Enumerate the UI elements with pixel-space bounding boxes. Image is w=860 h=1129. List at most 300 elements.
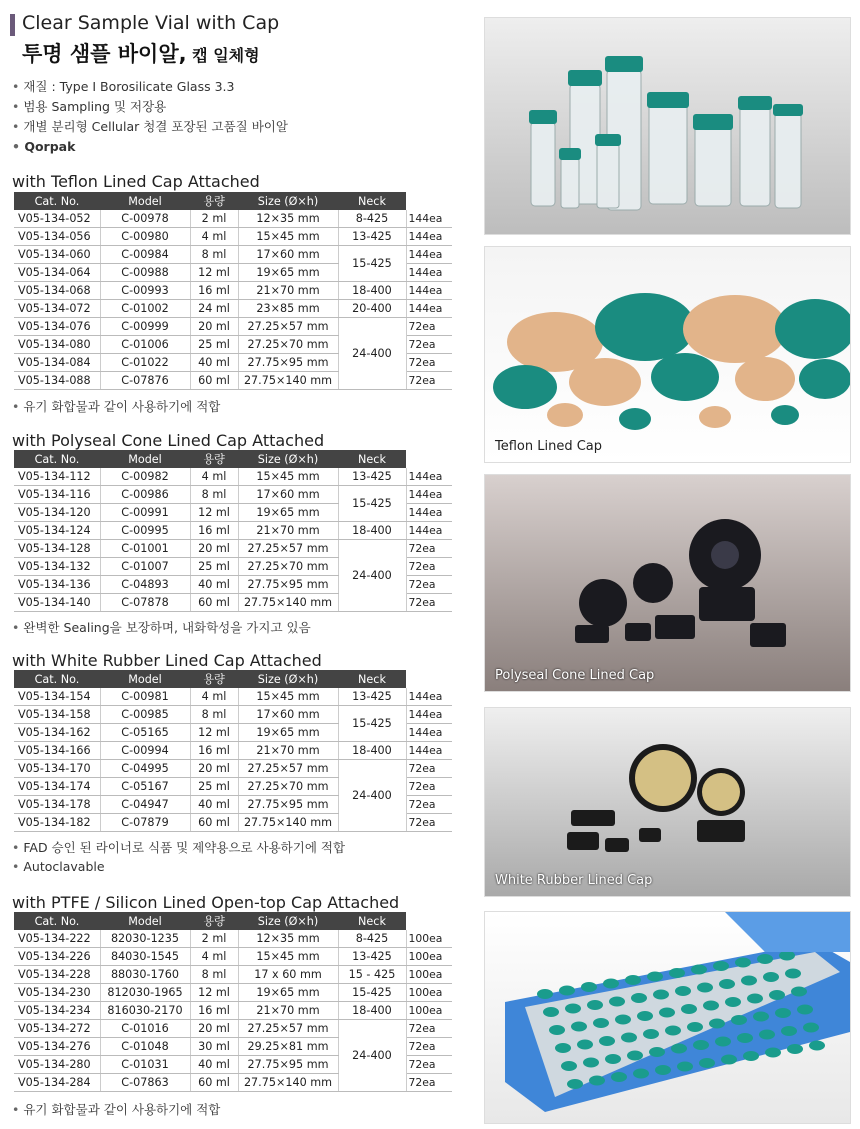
cap-mark [581, 982, 597, 992]
cell-model: 88030-1760 [100, 966, 190, 984]
cap-mark [671, 1044, 687, 1054]
column-header: Neck [338, 670, 406, 688]
cell-neck: 15-425 [338, 984, 406, 1002]
column-header: Size (Ø×h) [238, 450, 338, 468]
cell-neck: 24-400 [338, 318, 406, 390]
cell-cap: 8 ml [190, 486, 238, 504]
cap-mark [537, 989, 553, 999]
cell-cap: 25 ml [190, 336, 238, 354]
cell-cat: V05-134-154 [14, 688, 100, 706]
cap-mark [653, 990, 669, 1000]
cap-mark [603, 979, 619, 989]
cell-cat: V05-134-052 [14, 210, 100, 228]
cell-size: 27.25×70 mm [238, 558, 338, 576]
cap-mark [589, 1076, 605, 1086]
cell-size: 21×70 mm [238, 1002, 338, 1020]
cell-cat: V05-134-158 [14, 706, 100, 724]
spec-table [14, 192, 452, 390]
cell-size: 27.25×70 mm [238, 778, 338, 796]
cell-cat: V05-134-272 [14, 1020, 100, 1038]
cap-mark [631, 993, 647, 1003]
cell-size: 12×35 mm [238, 930, 338, 948]
column-header: Cat. No. [14, 912, 100, 930]
cap-mark [559, 986, 575, 996]
table-row [14, 468, 452, 486]
cell-pack: 72ea [406, 1056, 452, 1074]
cell-pack: 72ea [406, 558, 452, 576]
photo-caption: White Rubber Lined Cap [495, 873, 653, 888]
teflon-cap-photo [484, 246, 851, 463]
cell-neck: 18-400 [338, 1002, 406, 1020]
cell-cat: V05-134-064 [14, 264, 100, 282]
photo-caption: Polyseal Cone Lined Cap [495, 668, 655, 683]
cap-mark [775, 1008, 791, 1018]
cell-size: 27.75×95 mm [238, 796, 338, 814]
cap-mark [567, 1079, 583, 1089]
section-title: with Teflon Lined Cap Attached [12, 172, 260, 191]
cap-mark [637, 1011, 653, 1021]
cell-pack: 100ea [406, 984, 452, 1002]
cell-size: 27.75×95 mm [238, 354, 338, 372]
cell-model: C-00984 [100, 246, 190, 264]
table-row [14, 742, 452, 760]
column-header: Model [100, 670, 190, 688]
cap-mark [715, 1037, 731, 1047]
column-header: Cat. No. [14, 192, 100, 210]
page-title: Clear Sample Vial with Cap [22, 12, 280, 34]
cell-pack: 144ea [406, 246, 452, 264]
cell-cat: V05-134-124 [14, 522, 100, 540]
cell-model: C-05165 [100, 724, 190, 742]
cell-cat: V05-134-178 [14, 796, 100, 814]
cell-cat: V05-134-084 [14, 354, 100, 372]
table-row [14, 522, 452, 540]
cell-size: 27.75×140 mm [238, 814, 338, 832]
cell-model: C-00985 [100, 706, 190, 724]
cell-pack: 72ea [406, 576, 452, 594]
cap-mark [759, 1030, 775, 1040]
cell-pack: 72ea [406, 814, 452, 832]
cap-mark [785, 969, 801, 979]
cell-cat: V05-134-116 [14, 486, 100, 504]
cap-mark [781, 1026, 797, 1036]
table-row [14, 966, 452, 984]
cell-model: C-01002 [100, 300, 190, 318]
cell-cap: 12 ml [190, 724, 238, 742]
cell-cat: V05-134-088 [14, 372, 100, 390]
cell-model: C-01031 [100, 1056, 190, 1074]
cell-model: C-00978 [100, 210, 190, 228]
cell-cap: 20 ml [190, 540, 238, 558]
cell-cap: 4 ml [190, 228, 238, 246]
cell-size: 21×70 mm [238, 522, 338, 540]
cell-cat: V05-134-228 [14, 966, 100, 984]
cell-model: C-00988 [100, 264, 190, 282]
cell-pack: 72ea [406, 372, 452, 390]
cell-cap: 60 ml [190, 372, 238, 390]
cell-size: 17×60 mm [238, 706, 338, 724]
cell-neck: 18-400 [338, 282, 406, 300]
cell-size: 15×45 mm [238, 948, 338, 966]
table-row [14, 1002, 452, 1020]
cap-mark [665, 1026, 681, 1036]
cell-cat: V05-134-112 [14, 468, 100, 486]
cell-pack: 72ea [406, 336, 452, 354]
cell-model: C-07878 [100, 594, 190, 612]
cell-cat: V05-134-132 [14, 558, 100, 576]
cell-pack: 100ea [406, 930, 452, 948]
section-notes [12, 397, 220, 416]
cap-mark [791, 987, 807, 997]
cell-pack: 100ea [406, 948, 452, 966]
cell-cat: V05-134-222 [14, 930, 100, 948]
cap-mark [615, 1015, 631, 1025]
section-title: with White Rubber Lined Cap Attached [12, 651, 322, 670]
note-item: • 완벽한 Sealing을 보장하며, 내화학성을 가지고 있음 [12, 618, 311, 637]
table-row [14, 760, 452, 778]
cap-mark [675, 986, 691, 996]
cell-cat: V05-134-140 [14, 594, 100, 612]
cell-cat: V05-134-170 [14, 760, 100, 778]
cell-cat: V05-134-234 [14, 1002, 100, 1020]
cap-mark [787, 1044, 803, 1054]
cell-model: C-01006 [100, 336, 190, 354]
teflon-caps-illustration [485, 247, 850, 462]
cell-neck: 15-425 [338, 706, 406, 742]
feature-list [12, 77, 288, 157]
photo-caption: Teflon Lined Cap [495, 439, 603, 454]
cell-pack: 72ea [406, 796, 452, 814]
cap-mark [713, 961, 729, 971]
spec-table [14, 670, 452, 832]
cell-model: C-01001 [100, 540, 190, 558]
cell-size: 21×70 mm [238, 742, 338, 760]
cell-size: 15×45 mm [238, 228, 338, 246]
cap-mark [797, 1005, 813, 1015]
cap-mark [621, 1033, 637, 1043]
cap-box-illustration [485, 912, 850, 1123]
cell-model: C-00993 [100, 282, 190, 300]
cell-neck: 8-425 [338, 210, 406, 228]
cell-cap: 60 ml [190, 1074, 238, 1092]
cell-cap: 60 ml [190, 814, 238, 832]
cell-size: 19×65 mm [238, 984, 338, 1002]
cell-cap: 20 ml [190, 318, 238, 336]
cell-size: 27.25×57 mm [238, 760, 338, 778]
cell-neck: 8-425 [338, 930, 406, 948]
cell-model: C-00986 [100, 486, 190, 504]
cell-neck: 13-425 [338, 228, 406, 246]
pack-header-spacer [406, 192, 452, 210]
cell-pack: 72ea [406, 1074, 452, 1092]
cell-cat: V05-134-060 [14, 246, 100, 264]
cell-model: C-07876 [100, 372, 190, 390]
cell-neck: 13-425 [338, 468, 406, 486]
cell-pack: 144ea [406, 724, 452, 742]
column-header: Neck [338, 192, 406, 210]
cell-cap: 2 ml [190, 930, 238, 948]
column-header: Size (Ø×h) [238, 912, 338, 930]
cap-mark [605, 1054, 621, 1064]
note-item: • FAD 승인 된 라이너로 식품 및 제약용으로 사용하기에 적합 [12, 838, 345, 857]
cell-cat: V05-134-136 [14, 576, 100, 594]
cell-size: 17 x 60 mm [238, 966, 338, 984]
cell-model: C-01007 [100, 558, 190, 576]
cell-size: 15×45 mm [238, 688, 338, 706]
cap-mark [697, 983, 713, 993]
cap-mark [763, 972, 779, 982]
table-row [14, 486, 452, 504]
cell-size: 27.75×95 mm [238, 576, 338, 594]
title-accent-bar [10, 14, 15, 36]
cell-size: 27.25×57 mm [238, 1020, 338, 1038]
cap-mark [549, 1025, 565, 1035]
column-header: Model [100, 450, 190, 468]
table-row [14, 948, 452, 966]
cell-model: C-05167 [100, 778, 190, 796]
cell-cat: V05-134-076 [14, 318, 100, 336]
table-row [14, 930, 452, 948]
cell-cat: V05-134-166 [14, 742, 100, 760]
cell-pack: 72ea [406, 540, 452, 558]
cell-cap: 4 ml [190, 468, 238, 486]
cell-model: C-00980 [100, 228, 190, 246]
cap-mark [731, 1015, 747, 1025]
cell-model: C-00995 [100, 522, 190, 540]
feature-item: • 재질 : Type I Borosilicate Glass 3.3 [12, 77, 288, 97]
cell-cat: V05-134-056 [14, 228, 100, 246]
cell-model: C-00999 [100, 318, 190, 336]
cell-cap: 16 ml [190, 742, 238, 760]
cap-mark [659, 1008, 675, 1018]
cap-mark [809, 1041, 825, 1051]
cell-model: C-07863 [100, 1074, 190, 1092]
column-header: 용량 [190, 450, 238, 468]
cap-mark [753, 1012, 769, 1022]
note-item: • Autoclavable [12, 857, 345, 876]
cell-cap: 60 ml [190, 594, 238, 612]
cell-size: 27.75×140 mm [238, 594, 338, 612]
polyseal-caps-illustration [485, 475, 850, 691]
cell-cap: 40 ml [190, 1056, 238, 1074]
cell-cap: 12 ml [190, 984, 238, 1002]
cell-size: 15×45 mm [238, 468, 338, 486]
section-notes [12, 618, 311, 637]
column-header: Size (Ø×h) [238, 670, 338, 688]
cell-model: 84030-1545 [100, 948, 190, 966]
cap-mark [593, 1018, 609, 1028]
feature-item: • 범용 Sampling 및 저장용 [12, 97, 288, 117]
table-row [14, 540, 452, 558]
cell-pack: 144ea [406, 210, 452, 228]
cell-cap: 8 ml [190, 706, 238, 724]
cell-model: C-01016 [100, 1020, 190, 1038]
cell-neck: 15-425 [338, 486, 406, 522]
ptfe-cap-box-photo [484, 911, 851, 1124]
cap-mark [693, 1040, 709, 1050]
white-rubber-cap-photo [484, 707, 851, 897]
cell-size: 23×85 mm [238, 300, 338, 318]
cell-size: 27.75×95 mm [238, 1056, 338, 1074]
cell-size: 27.75×140 mm [238, 372, 338, 390]
cell-pack: 72ea [406, 1038, 452, 1056]
cell-size: 12×35 mm [238, 210, 338, 228]
cell-cat: V05-134-276 [14, 1038, 100, 1056]
cell-cap: 20 ml [190, 1020, 238, 1038]
cap-mark [757, 954, 773, 964]
cell-pack: 144ea [406, 300, 452, 318]
table-row [14, 318, 452, 336]
cap-mark [719, 979, 735, 989]
cell-model: C-00994 [100, 742, 190, 760]
cell-neck: 15-425 [338, 246, 406, 282]
cell-cat: V05-134-226 [14, 948, 100, 966]
table-row [14, 210, 452, 228]
cap-mark [655, 1065, 671, 1075]
cell-cap: 30 ml [190, 1038, 238, 1056]
section-title: with Polyseal Cone Lined Cap Attached [12, 431, 325, 450]
cap-mark [677, 1062, 693, 1072]
cap-mark [735, 958, 751, 968]
brand-item: • Qorpak [12, 137, 288, 157]
note-item: • 유기 화합물과 같이 사용하기에 적합 [12, 397, 220, 416]
cell-cat: V05-134-230 [14, 984, 100, 1002]
table-row [14, 1020, 452, 1038]
spec-table [14, 450, 452, 612]
cap-mark [687, 1022, 703, 1032]
column-header: 용량 [190, 670, 238, 688]
cell-cat: V05-134-284 [14, 1074, 100, 1092]
table-row [14, 228, 452, 246]
vials-photo [484, 17, 851, 235]
cap-mark [609, 997, 625, 1007]
cell-neck: 20-400 [338, 300, 406, 318]
cell-model: C-07879 [100, 814, 190, 832]
cell-cap: 40 ml [190, 354, 238, 372]
spec-table [14, 912, 452, 1092]
cell-cat: V05-134-080 [14, 336, 100, 354]
table-row [14, 300, 452, 318]
cap-mark [765, 1048, 781, 1058]
cell-pack: 100ea [406, 1002, 452, 1020]
cell-neck: 24-400 [338, 1020, 406, 1092]
table-header-row [14, 450, 452, 468]
column-header: Model [100, 912, 190, 930]
cap-mark [543, 1007, 559, 1017]
cell-model: C-04893 [100, 576, 190, 594]
cell-cat: V05-134-162 [14, 724, 100, 742]
cap-mark [647, 972, 663, 982]
cell-model: 812030-1965 [100, 984, 190, 1002]
column-header: Size (Ø×h) [238, 192, 338, 210]
cell-model: 816030-2170 [100, 1002, 190, 1020]
column-header: Cat. No. [14, 670, 100, 688]
cell-pack: 144ea [406, 282, 452, 300]
cap-mark [721, 1055, 737, 1065]
column-header: Neck [338, 450, 406, 468]
cell-cat: V05-134-182 [14, 814, 100, 832]
cell-cat: V05-134-072 [14, 300, 100, 318]
cell-size: 19×65 mm [238, 724, 338, 742]
cell-cat: V05-134-174 [14, 778, 100, 796]
cell-cap: 40 ml [190, 576, 238, 594]
polyseal-cap-photo [484, 474, 851, 692]
cell-cap: 24 ml [190, 300, 238, 318]
cap-mark [633, 1069, 649, 1079]
cell-neck: 18-400 [338, 742, 406, 760]
cell-neck: 15 - 425 [338, 966, 406, 984]
column-header: 용량 [190, 192, 238, 210]
cell-pack: 72ea [406, 354, 452, 372]
cell-model: C-00991 [100, 504, 190, 522]
cap-mark [741, 976, 757, 986]
table-header-row [14, 192, 452, 210]
cell-pack: 144ea [406, 228, 452, 246]
cap-mark [769, 990, 785, 1000]
cell-neck: 24-400 [338, 760, 406, 832]
cell-size: 17×60 mm [238, 486, 338, 504]
cell-size: 27.25×57 mm [238, 540, 338, 558]
cell-model: 82030-1235 [100, 930, 190, 948]
cell-pack: 144ea [406, 264, 452, 282]
cap-mark [737, 1033, 753, 1043]
table-row [14, 688, 452, 706]
cap-mark [611, 1072, 627, 1082]
table-row [14, 706, 452, 724]
cell-cap: 25 ml [190, 778, 238, 796]
cell-pack: 72ea [406, 594, 452, 612]
cell-pack: 100ea [406, 966, 452, 984]
cell-neck: 18-400 [338, 522, 406, 540]
feature-item: • 개별 분리형 Cellular 청결 포장된 고품질 바이알 [12, 117, 288, 137]
cell-cap: 20 ml [190, 760, 238, 778]
table-row [14, 984, 452, 1002]
cell-size: 19×65 mm [238, 504, 338, 522]
cell-cap: 8 ml [190, 246, 238, 264]
cell-pack: 72ea [406, 318, 452, 336]
cell-size: 19×65 mm [238, 264, 338, 282]
cap-mark [649, 1047, 665, 1057]
column-header: Model [100, 192, 190, 210]
cell-model: C-00981 [100, 688, 190, 706]
note-item: • 유기 화합물과 같이 사용하기에 적합 [12, 1100, 220, 1119]
cell-pack: 144ea [406, 486, 452, 504]
cap-mark [703, 1001, 719, 1011]
cell-cat: V05-134-128 [14, 540, 100, 558]
cap-mark [583, 1058, 599, 1068]
cell-cap: 16 ml [190, 282, 238, 300]
section-notes [12, 838, 345, 876]
cell-pack: 144ea [406, 522, 452, 540]
cell-size: 17×60 mm [238, 246, 338, 264]
column-header: Cat. No. [14, 450, 100, 468]
cap-mark [565, 1004, 581, 1014]
section-notes [12, 1100, 220, 1119]
cell-neck: 24-400 [338, 540, 406, 612]
cell-cat: V05-134-068 [14, 282, 100, 300]
cap-mark [577, 1040, 593, 1050]
vials-illustration [485, 18, 850, 234]
cap-mark [599, 1036, 615, 1046]
cell-pack: 144ea [406, 468, 452, 486]
cell-pack: 72ea [406, 760, 452, 778]
cell-neck: 13-425 [338, 948, 406, 966]
cap-mark [691, 965, 707, 975]
cell-model: C-00982 [100, 468, 190, 486]
cell-cap: 16 ml [190, 1002, 238, 1020]
cell-pack: 72ea [406, 1020, 452, 1038]
cell-size: 21×70 mm [238, 282, 338, 300]
